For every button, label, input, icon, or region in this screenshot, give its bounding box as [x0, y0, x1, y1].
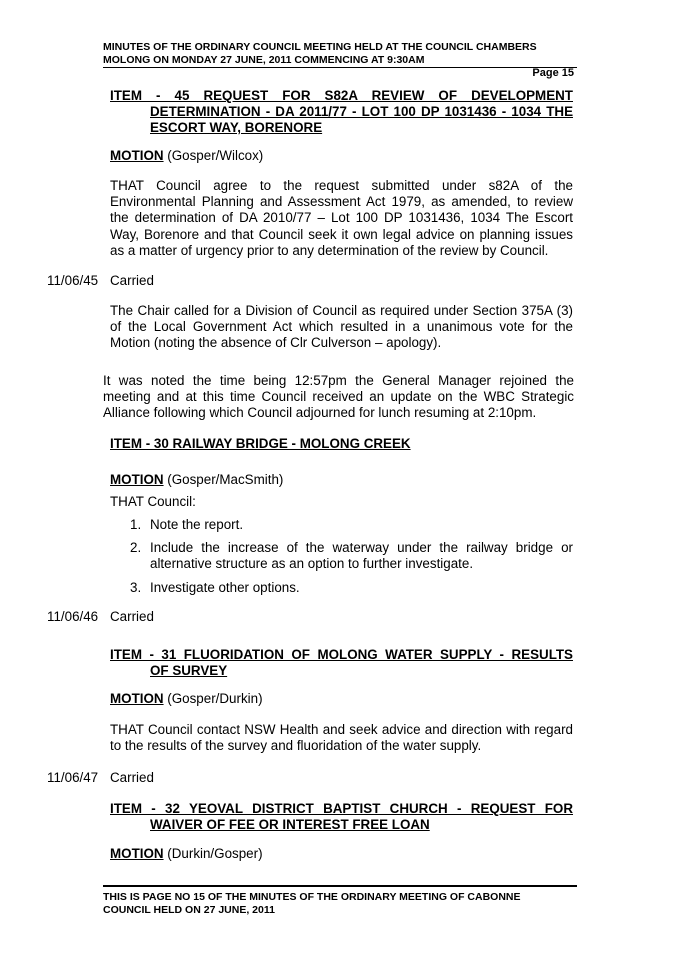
item-30-motion [110, 472, 573, 488]
motion-movers: (Gosper/Durkin) [163, 691, 263, 706]
item-45-motion [110, 148, 573, 164]
header-line-1: MINUTES OF THE ORDINARY COUNCIL MEETING HELD AT THE COUNCIL CHAMBERS [103, 41, 537, 53]
item-31-motion [110, 691, 573, 707]
list-text: Include the increase of the waterway under the railway bridge or alternative structure as an option to further investigate. [150, 540, 573, 572]
item-45-title-line-3: ESCORT WAY, BORENORE [150, 120, 323, 136]
resolution-result: Carried [110, 770, 154, 785]
motion-movers: (Gosper/MacSmith) [163, 472, 284, 487]
resolution-number: 11/06/45 [47, 273, 99, 288]
page-number: Page 15 [532, 67, 574, 79]
list-number: 1. [130, 517, 142, 532]
motion-label: MOTION [110, 691, 164, 706]
list-item [110, 540, 573, 572]
list-item [110, 580, 573, 596]
footer-line-2: COUNCIL HELD ON 27 JUNE, 2011 [103, 904, 275, 916]
page-footer [103, 885, 577, 917]
item-32-motion [110, 846, 573, 862]
list-text: Note the report. [150, 517, 244, 532]
meeting-note: It was noted the time being 12:57pm the General Manager rejoined the meeting and at this time Council received an update on the WBC Strategic Alliance following which Council adjourned for lunch resuming at 2:10pm. [103, 373, 574, 421]
division-text: The Chair called for a Division of Council as required under Section 375A (3) of the Local Government Act which resulted in a unanimous vote for the Motion (noting the absence of Clr Culverson – apology). [110, 303, 573, 351]
footer-line-1: THIS IS PAGE NO 15 OF THE MINUTES OF THE ORDINARY MEETING OF CABONNE [103, 891, 521, 903]
motion-label: MOTION [110, 846, 164, 861]
item-32-title [110, 801, 573, 833]
list-item [110, 517, 573, 533]
item-45-title-line-1: ITEM - 45 REQUEST FOR S82A REVIEW OF DEVELOPMENT [110, 88, 573, 103]
item-45-title [110, 88, 573, 137]
item-31-motion-text: THAT Council contact NSW Health and seek advice and direction with regard to the results of the survey and fluoridation of the water supply. [110, 722, 573, 754]
item-32-title-line-2: WAIVER OF FEE OR INTEREST FREE LOAN [150, 817, 430, 833]
item-31-title-line-2: OF SURVEY [150, 663, 228, 679]
item-30-title: ITEM - 30 RAILWAY BRIDGE - MOLONG CREEK [110, 436, 411, 451]
item-32-title-line-1: ITEM - 32 YEOVAL DISTRICT BAPTIST CHURCH - REQUEST FOR [110, 801, 573, 816]
resolution-result: Carried [110, 273, 154, 288]
resolution-number: 11/06/46 [47, 609, 99, 624]
page-header [103, 41, 577, 68]
item-30-intro: THAT Council: [110, 494, 196, 509]
item-30-points [110, 517, 573, 603]
header-line-2: MOLONG ON MONDAY 27 JUNE, 2011 COMMENCING AT 9:30AM [103, 54, 425, 66]
motion-label: MOTION [110, 472, 164, 487]
list-number: 2. [130, 540, 142, 556]
motion-movers: (Durkin/Gosper) [163, 846, 263, 861]
resolution-number: 11/06/47 [47, 770, 99, 785]
item-45-motion-text: THAT Council agree to the request submitted under s82A of the Environmental Planning and Assessment Act 1979, as amended, to review the determination of DA 2010/77 – Lot 100 DP 1031436, 1034 The Escort Way, Borenore and that Council seek it own legal advice on planning issues as a matter of urgency prior to any determination of the review by Council. [110, 178, 573, 258]
item-31-title [110, 647, 573, 679]
item-31-title-line-1: ITEM - 31 FLUORIDATION OF MOLONG WATER SUPPLY - RESULTS [110, 647, 573, 662]
motion-movers: (Gosper/Wilcox) [163, 148, 264, 163]
list-number: 3. [130, 579, 142, 595]
item-45-title-line-2: DETERMINATION - DA 2011/77 - LOT 100 DP 1031436 - 1034 THE [150, 104, 573, 120]
resolution-result: Carried [110, 609, 154, 624]
list-text: Investigate other options. [150, 579, 300, 595]
motion-label: MOTION [110, 148, 164, 163]
